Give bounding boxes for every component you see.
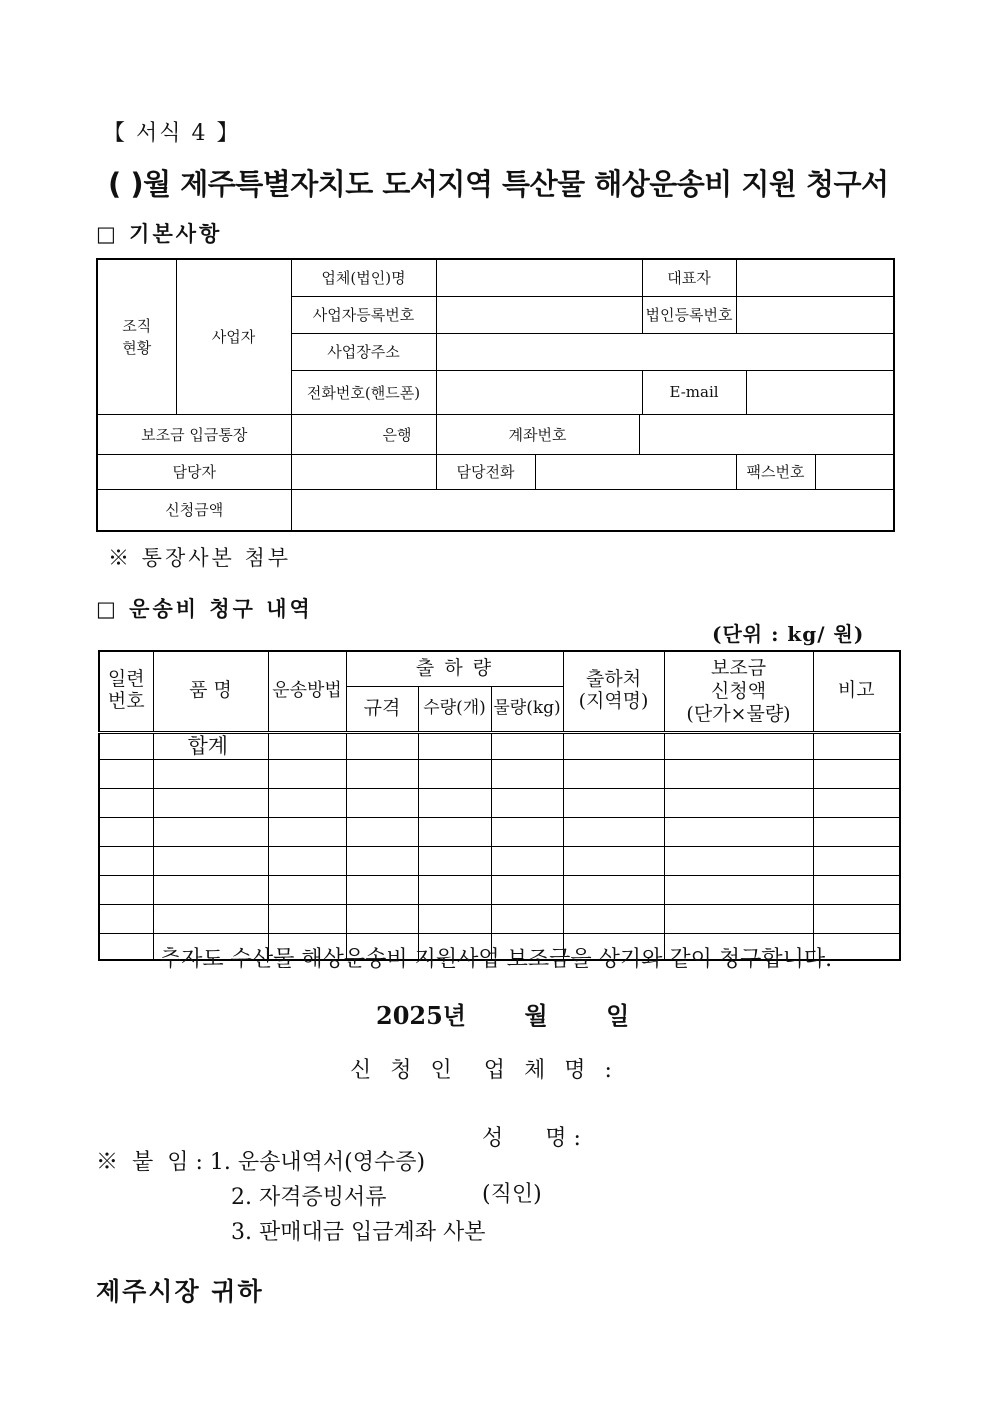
table-cell[interactable] bbox=[491, 875, 563, 904]
table-cell[interactable] bbox=[491, 788, 563, 817]
table-cell[interactable] bbox=[346, 759, 418, 788]
table-cell[interactable] bbox=[563, 846, 664, 875]
table-cell[interactable] bbox=[418, 759, 491, 788]
table-cell[interactable] bbox=[99, 788, 153, 817]
table-cell[interactable] bbox=[563, 875, 664, 904]
table-row bbox=[99, 817, 900, 846]
table-cell[interactable] bbox=[418, 817, 491, 846]
email-field[interactable] bbox=[746, 370, 894, 414]
table-cell[interactable] bbox=[813, 817, 900, 846]
table-cell[interactable] bbox=[268, 788, 346, 817]
table-cell[interactable] bbox=[268, 846, 346, 875]
table-cell[interactable] bbox=[268, 817, 346, 846]
addressee: 제주시장 귀하 bbox=[96, 1277, 264, 1306]
table-cell[interactable] bbox=[664, 732, 813, 759]
table-cell[interactable] bbox=[563, 904, 664, 933]
col-subsidy-amount: 보조금 신청액 (단가×물량) bbox=[664, 651, 813, 732]
email-label: E-mail bbox=[642, 370, 746, 414]
corp-reg-no-field[interactable] bbox=[736, 296, 894, 333]
table-cell[interactable] bbox=[99, 759, 153, 788]
table-row bbox=[99, 875, 900, 904]
table-cell[interactable] bbox=[491, 817, 563, 846]
account-field[interactable] bbox=[639, 414, 894, 454]
corp-reg-no-label: 법인등록번호 bbox=[642, 296, 736, 333]
table-cell[interactable] bbox=[346, 904, 418, 933]
company-name-label: 업체(법인)명 bbox=[291, 259, 436, 296]
table-cell[interactable] bbox=[491, 759, 563, 788]
manager-field[interactable] bbox=[291, 454, 436, 489]
table-cell[interactable] bbox=[346, 846, 418, 875]
table-cell[interactable] bbox=[813, 759, 900, 788]
col-serial-number: 일련 번호 bbox=[99, 651, 153, 732]
table-cell[interactable] bbox=[268, 732, 346, 759]
table-cell[interactable] bbox=[346, 732, 418, 759]
table-cell[interactable] bbox=[563, 817, 664, 846]
document-title: ( )월 제주특별자치도 도서지역 특산물 해상운송비 지원 청구서 bbox=[108, 167, 889, 201]
amount-field[interactable] bbox=[291, 489, 894, 531]
table-cell[interactable] bbox=[346, 817, 418, 846]
table-row bbox=[99, 904, 900, 933]
table-row-total bbox=[99, 732, 900, 759]
col-weight: 물량(kg) bbox=[491, 686, 563, 732]
table-cell[interactable] bbox=[491, 904, 563, 933]
account-label: 계좌번호 bbox=[436, 414, 639, 454]
list-item bbox=[96, 1145, 486, 1180]
phone-field[interactable] bbox=[436, 370, 642, 414]
table-cell[interactable] bbox=[153, 788, 268, 817]
col-quantity: 수량(개) bbox=[418, 686, 491, 732]
table-cell[interactable] bbox=[664, 759, 813, 788]
table-cell[interactable] bbox=[153, 846, 268, 875]
biz-reg-no-field[interactable] bbox=[436, 296, 642, 333]
attachments-prefix: ※ 붙 임 : bbox=[96, 1150, 210, 1175]
attachment-item: 3. 판매대금 입금계좌 사본 bbox=[231, 1220, 486, 1245]
claim-statement: 추자도 수산물 해상운송비 지원사업 보조금을 상기와 같이 청구합니다. bbox=[159, 947, 833, 972]
table-cell[interactable] bbox=[418, 732, 491, 759]
fax-label: 팩스번호 bbox=[737, 455, 816, 489]
applicant-name-row bbox=[468, 1096, 636, 1208]
table-cell[interactable] bbox=[491, 732, 563, 759]
table-row bbox=[99, 846, 900, 875]
col-origin: 출하처 (지역명) bbox=[563, 651, 664, 732]
table-cell[interactable] bbox=[813, 904, 900, 933]
table-cell[interactable] bbox=[664, 788, 813, 817]
section-claim-details-heading: □ 운송비 청구 내역 bbox=[96, 596, 313, 621]
address-label: 사업장주소 bbox=[291, 333, 436, 370]
table-cell[interactable] bbox=[99, 846, 153, 875]
claim-details-table bbox=[98, 650, 901, 961]
table-cell[interactable] bbox=[813, 875, 900, 904]
col-remarks: 비고 bbox=[813, 651, 900, 732]
manager-label: 담당자 bbox=[97, 454, 291, 489]
table-cell[interactable] bbox=[99, 875, 153, 904]
representative-label: 대표자 bbox=[642, 259, 736, 296]
table-cell[interactable] bbox=[418, 904, 491, 933]
table-row bbox=[99, 788, 900, 817]
total-label: 합계 bbox=[153, 732, 268, 759]
col-shipment-volume: 출 하 량 bbox=[346, 651, 563, 686]
table-cell[interactable] bbox=[563, 788, 664, 817]
table-cell[interactable] bbox=[664, 875, 813, 904]
table-cell[interactable] bbox=[813, 846, 900, 875]
table-cell[interactable] bbox=[268, 759, 346, 788]
bankbook-copy-note: ※ 통장사본 첨부 bbox=[108, 546, 292, 570]
list-item bbox=[96, 1180, 486, 1215]
applicant-name-label: 성 명 : bbox=[482, 1126, 581, 1151]
attachment-item: 1. 운송내역서(영수증) bbox=[209, 1150, 426, 1175]
table-cell[interactable] bbox=[153, 875, 268, 904]
table-cell[interactable] bbox=[346, 788, 418, 817]
form-number-label: 【 서식 4 】 bbox=[103, 121, 241, 146]
unit-label: (단위 : kg/ 원) bbox=[712, 622, 865, 646]
fax-field[interactable] bbox=[816, 455, 894, 489]
phone-label: 전화번호(핸드폰) bbox=[291, 370, 436, 414]
table-cell[interactable] bbox=[491, 846, 563, 875]
section-basic-info-heading: □ 기본사항 bbox=[96, 221, 223, 246]
table-row bbox=[99, 759, 900, 788]
attachment-item: 2. 자격증빙서류 bbox=[231, 1185, 387, 1210]
bank-label: 은행 bbox=[291, 414, 436, 454]
col-spec: 규격 bbox=[346, 686, 418, 732]
attachments-list bbox=[96, 1145, 486, 1250]
bankbook-label: 보조금 입금통장 bbox=[97, 414, 291, 454]
date-line: 2025년 월 일 bbox=[376, 1001, 630, 1030]
table-cell[interactable] bbox=[418, 788, 491, 817]
list-item bbox=[96, 1215, 486, 1250]
applicant-company-label: 신 청 인 업 체 명 : bbox=[350, 1058, 618, 1083]
table-cell[interactable] bbox=[99, 732, 153, 759]
table-cell[interactable] bbox=[418, 875, 491, 904]
table-cell[interactable] bbox=[268, 875, 346, 904]
manager-phone-label: 담당전화 bbox=[436, 454, 535, 489]
table-cell[interactable] bbox=[664, 817, 813, 846]
company-name-field[interactable] bbox=[436, 259, 642, 296]
business-label: 사업자 bbox=[176, 259, 291, 414]
table-cell[interactable] bbox=[664, 846, 813, 875]
representative-field[interactable] bbox=[736, 259, 894, 296]
table-cell[interactable] bbox=[153, 759, 268, 788]
table-cell[interactable] bbox=[664, 904, 813, 933]
table-cell[interactable] bbox=[268, 904, 346, 933]
manager-phone-field[interactable] bbox=[535, 454, 736, 489]
org-status-label: 조직 현황 bbox=[97, 259, 176, 414]
amount-label: 신청금액 bbox=[97, 489, 291, 531]
address-field[interactable] bbox=[436, 333, 894, 370]
table-cell[interactable] bbox=[99, 904, 153, 933]
table-cell[interactable] bbox=[563, 732, 664, 759]
fax-cell bbox=[736, 454, 894, 489]
table-cell[interactable] bbox=[813, 732, 900, 759]
table-cell[interactable] bbox=[813, 788, 900, 817]
table-cell[interactable] bbox=[418, 846, 491, 875]
table-cell[interactable] bbox=[563, 759, 664, 788]
biz-reg-no-label: 사업자등록번호 bbox=[291, 296, 436, 333]
table-cell[interactable] bbox=[153, 904, 268, 933]
col-item-name: 품 명 bbox=[153, 651, 268, 732]
table-cell[interactable] bbox=[99, 817, 153, 846]
col-transport-method: 운송방법 bbox=[268, 651, 346, 732]
basic-info-table bbox=[96, 258, 895, 532]
table-cell[interactable] bbox=[346, 875, 418, 904]
table-cell[interactable] bbox=[153, 817, 268, 846]
seal-label: (직인) bbox=[482, 1182, 542, 1207]
